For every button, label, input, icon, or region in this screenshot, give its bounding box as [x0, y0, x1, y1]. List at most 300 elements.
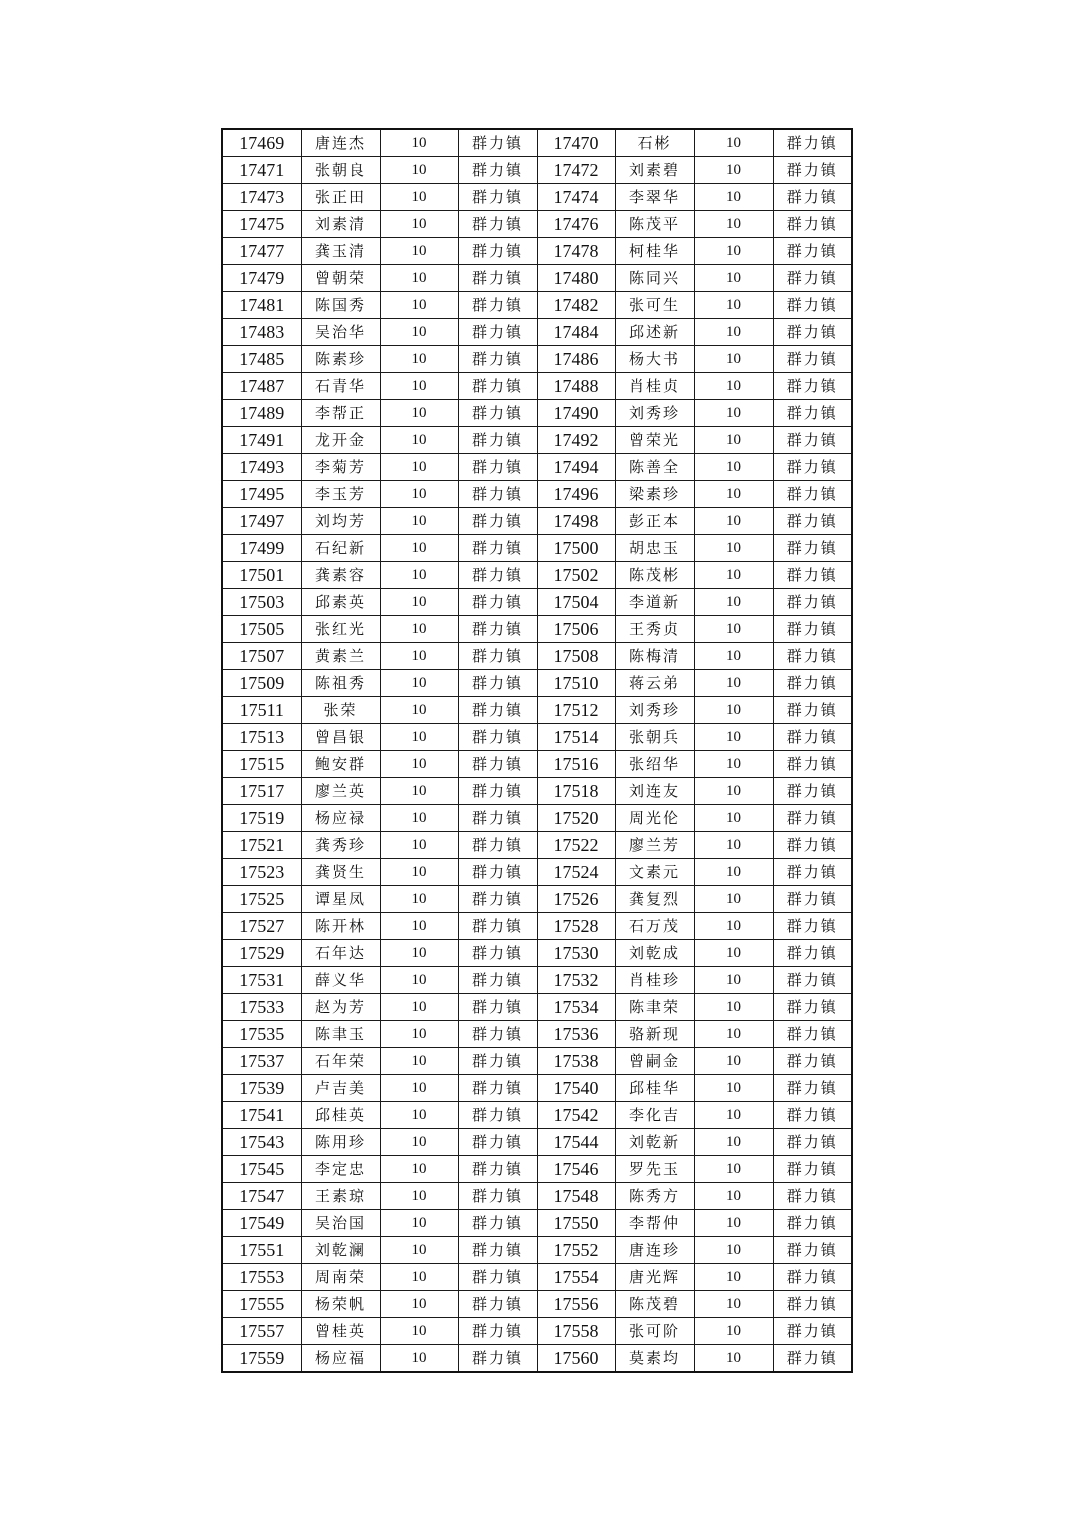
points-value: 10: [694, 1021, 773, 1048]
table-row: [222, 1021, 852, 1048]
person-name: 刘秀珍: [615, 400, 694, 427]
points-value: 10: [694, 967, 773, 994]
points-value: 10: [380, 1264, 458, 1291]
town-name: 群力镇: [773, 1237, 852, 1264]
town-name: 群力镇: [458, 373, 537, 400]
person-name: 李道新: [615, 589, 694, 616]
record-id: 17480: [537, 265, 615, 292]
record-id: 17486: [537, 346, 615, 373]
record-id: 17546: [537, 1156, 615, 1183]
town-name: 群力镇: [458, 697, 537, 724]
town-name: 群力镇: [773, 346, 852, 373]
town-name: 群力镇: [458, 778, 537, 805]
record-id: 17509: [222, 670, 301, 697]
table-row: [222, 832, 852, 859]
record-id: 17493: [222, 454, 301, 481]
points-value: 10: [694, 1075, 773, 1102]
record-id: 17512: [537, 697, 615, 724]
table-row: [222, 616, 852, 643]
town-name: 群力镇: [458, 508, 537, 535]
points-value: 10: [380, 1129, 458, 1156]
town-name: 群力镇: [773, 589, 852, 616]
record-id: 17496: [537, 481, 615, 508]
table-row: [222, 643, 852, 670]
points-value: 10: [694, 1210, 773, 1237]
record-id: 17476: [537, 211, 615, 238]
points-value: 10: [694, 1264, 773, 1291]
person-name: 曾昌银: [301, 724, 380, 751]
table-row: [222, 778, 852, 805]
points-value: 10: [380, 129, 458, 157]
record-id: 17482: [537, 292, 615, 319]
points-value: 10: [380, 697, 458, 724]
record-id: 17471: [222, 157, 301, 184]
person-name: 卢吉美: [301, 1075, 380, 1102]
town-name: 群力镇: [458, 346, 537, 373]
town-name: 群力镇: [773, 697, 852, 724]
record-id: 17504: [537, 589, 615, 616]
town-name: 群力镇: [773, 1102, 852, 1129]
person-name: 杨荣帆: [301, 1291, 380, 1318]
town-name: 群力镇: [458, 1129, 537, 1156]
person-name: 陈同兴: [615, 265, 694, 292]
town-name: 群力镇: [458, 751, 537, 778]
points-value: 10: [380, 400, 458, 427]
person-name: 廖兰芳: [615, 832, 694, 859]
record-id: 17475: [222, 211, 301, 238]
person-name: 杨应福: [301, 1345, 380, 1373]
town-name: 群力镇: [458, 292, 537, 319]
record-id: 17534: [537, 994, 615, 1021]
record-id: 17545: [222, 1156, 301, 1183]
points-value: 10: [380, 508, 458, 535]
town-name: 群力镇: [458, 832, 537, 859]
record-id: 17526: [537, 886, 615, 913]
record-id: 17540: [537, 1075, 615, 1102]
table-row: [222, 508, 852, 535]
table-row: [222, 1129, 852, 1156]
town-name: 群力镇: [773, 292, 852, 319]
record-id: 17536: [537, 1021, 615, 1048]
record-id: 17527: [222, 913, 301, 940]
record-id: 17497: [222, 508, 301, 535]
points-value: 10: [694, 670, 773, 697]
person-name: 石年荣: [301, 1048, 380, 1075]
person-name: 龚复烈: [615, 886, 694, 913]
town-name: 群力镇: [458, 562, 537, 589]
points-value: 10: [694, 129, 773, 157]
person-name: 刘乾澜: [301, 1237, 380, 1264]
table-row: [222, 346, 852, 373]
record-id: 17541: [222, 1102, 301, 1129]
person-name: 文素元: [615, 859, 694, 886]
town-name: 群力镇: [773, 724, 852, 751]
points-value: 10: [380, 913, 458, 940]
points-value: 10: [380, 238, 458, 265]
person-name: 张可生: [615, 292, 694, 319]
record-id: 17532: [537, 967, 615, 994]
town-name: 群力镇: [458, 724, 537, 751]
points-value: 10: [380, 1183, 458, 1210]
person-name: 周光伦: [615, 805, 694, 832]
town-name: 群力镇: [458, 1291, 537, 1318]
person-name: 王秀贞: [615, 616, 694, 643]
points-value: 10: [694, 211, 773, 238]
record-id: 17472: [537, 157, 615, 184]
person-name: 李帮仲: [615, 1210, 694, 1237]
town-name: 群力镇: [773, 913, 852, 940]
town-name: 群力镇: [773, 751, 852, 778]
table-row: [222, 1210, 852, 1237]
table-row: [222, 1183, 852, 1210]
person-name: 张正田: [301, 184, 380, 211]
person-name: 胡忠玉: [615, 535, 694, 562]
person-name: 龚秀珍: [301, 832, 380, 859]
person-name: 刘素碧: [615, 157, 694, 184]
record-id: 17507: [222, 643, 301, 670]
record-id: 17517: [222, 778, 301, 805]
town-name: 群力镇: [773, 1264, 852, 1291]
points-value: 10: [694, 427, 773, 454]
points-value: 10: [380, 1237, 458, 1264]
person-name: 邱述新: [615, 319, 694, 346]
record-id: 17529: [222, 940, 301, 967]
person-name: 李定忠: [301, 1156, 380, 1183]
record-id: 17557: [222, 1318, 301, 1345]
town-name: 群力镇: [773, 535, 852, 562]
points-value: 10: [694, 1183, 773, 1210]
record-id: 17489: [222, 400, 301, 427]
town-name: 群力镇: [773, 373, 852, 400]
town-name: 群力镇: [458, 1156, 537, 1183]
record-id: 17485: [222, 346, 301, 373]
person-name: 邱桂华: [615, 1075, 694, 1102]
person-name: 陈国秀: [301, 292, 380, 319]
person-name: 张红光: [301, 616, 380, 643]
points-value: 10: [380, 1291, 458, 1318]
points-value: 10: [380, 454, 458, 481]
record-id: 17508: [537, 643, 615, 670]
record-id: 17519: [222, 805, 301, 832]
town-name: 群力镇: [458, 157, 537, 184]
points-value: 10: [380, 616, 458, 643]
person-name: 吴治华: [301, 319, 380, 346]
person-name: 黄素兰: [301, 643, 380, 670]
points-value: 10: [694, 535, 773, 562]
table-row: [222, 157, 852, 184]
town-name: 群力镇: [458, 1318, 537, 1345]
record-id: 17520: [537, 805, 615, 832]
town-name: 群力镇: [773, 1291, 852, 1318]
person-name: 石万茂: [615, 913, 694, 940]
record-id: 17483: [222, 319, 301, 346]
points-value: 10: [380, 535, 458, 562]
record-id: 17521: [222, 832, 301, 859]
points-value: 10: [380, 427, 458, 454]
town-name: 群力镇: [458, 805, 537, 832]
record-id: 17523: [222, 859, 301, 886]
town-name: 群力镇: [773, 940, 852, 967]
table-row: [222, 940, 852, 967]
person-name: 刘连友: [615, 778, 694, 805]
points-value: 10: [694, 238, 773, 265]
table-row: [222, 1345, 852, 1373]
person-name: 杨大书: [615, 346, 694, 373]
town-name: 群力镇: [458, 670, 537, 697]
record-id: 17550: [537, 1210, 615, 1237]
table-row: [222, 805, 852, 832]
town-name: 群力镇: [773, 1183, 852, 1210]
record-id: 17539: [222, 1075, 301, 1102]
record-id: 17502: [537, 562, 615, 589]
points-value: 10: [380, 724, 458, 751]
points-value: 10: [380, 670, 458, 697]
roster-body: [222, 129, 852, 1372]
points-value: 10: [380, 346, 458, 373]
person-name: 彭正本: [615, 508, 694, 535]
points-value: 10: [694, 1048, 773, 1075]
table-row: [222, 994, 852, 1021]
town-name: 群力镇: [773, 427, 852, 454]
person-name: 李帮正: [301, 400, 380, 427]
town-name: 群力镇: [773, 1210, 852, 1237]
points-value: 10: [694, 346, 773, 373]
points-value: 10: [380, 481, 458, 508]
record-id: 17506: [537, 616, 615, 643]
points-value: 10: [694, 265, 773, 292]
person-name: 龚玉清: [301, 238, 380, 265]
town-name: 群力镇: [773, 859, 852, 886]
points-value: 10: [380, 1345, 458, 1373]
points-value: 10: [694, 400, 773, 427]
points-value: 10: [380, 1102, 458, 1129]
points-value: 10: [380, 1318, 458, 1345]
town-name: 群力镇: [773, 400, 852, 427]
person-name: 廖兰英: [301, 778, 380, 805]
town-name: 群力镇: [773, 886, 852, 913]
person-name: 李玉芳: [301, 481, 380, 508]
points-value: 10: [380, 832, 458, 859]
record-id: 17530: [537, 940, 615, 967]
person-name: 梁素珍: [615, 481, 694, 508]
town-name: 群力镇: [458, 238, 537, 265]
record-id: 17470: [537, 129, 615, 157]
table-row: [222, 589, 852, 616]
points-value: 10: [694, 616, 773, 643]
town-name: 群力镇: [458, 535, 537, 562]
points-value: 10: [380, 994, 458, 1021]
town-name: 群力镇: [773, 481, 852, 508]
person-name: 石青华: [301, 373, 380, 400]
record-id: 17479: [222, 265, 301, 292]
person-name: 陈茂碧: [615, 1291, 694, 1318]
person-name: 邱素英: [301, 589, 380, 616]
points-value: 10: [380, 1156, 458, 1183]
points-value: 10: [694, 724, 773, 751]
record-id: 17544: [537, 1129, 615, 1156]
person-name: 龚贤生: [301, 859, 380, 886]
record-id: 17537: [222, 1048, 301, 1075]
town-name: 群力镇: [458, 129, 537, 157]
points-value: 10: [694, 697, 773, 724]
town-name: 群力镇: [773, 1021, 852, 1048]
points-value: 10: [694, 994, 773, 1021]
person-name: 石年达: [301, 940, 380, 967]
table-row: [222, 292, 852, 319]
town-name: 群力镇: [773, 454, 852, 481]
town-name: 群力镇: [773, 1345, 852, 1373]
record-id: 17511: [222, 697, 301, 724]
record-id: 17469: [222, 129, 301, 157]
town-name: 群力镇: [773, 1156, 852, 1183]
town-name: 群力镇: [773, 184, 852, 211]
record-id: 17554: [537, 1264, 615, 1291]
person-name: 王素琼: [301, 1183, 380, 1210]
town-name: 群力镇: [773, 211, 852, 238]
town-name: 群力镇: [773, 265, 852, 292]
table-row: [222, 265, 852, 292]
person-name: 肖桂珍: [615, 967, 694, 994]
town-name: 群力镇: [458, 1210, 537, 1237]
points-value: 10: [694, 751, 773, 778]
table-row: [222, 724, 852, 751]
person-name: 柯桂华: [615, 238, 694, 265]
record-id: 17473: [222, 184, 301, 211]
table-row: [222, 1237, 852, 1264]
person-name: 刘素清: [301, 211, 380, 238]
town-name: 群力镇: [773, 319, 852, 346]
record-id: 17555: [222, 1291, 301, 1318]
record-id: 17510: [537, 670, 615, 697]
record-id: 17495: [222, 481, 301, 508]
table-row: [222, 670, 852, 697]
record-id: 17499: [222, 535, 301, 562]
table-row: [222, 1264, 852, 1291]
town-name: 群力镇: [773, 805, 852, 832]
points-value: 10: [380, 643, 458, 670]
town-name: 群力镇: [773, 832, 852, 859]
points-value: 10: [694, 643, 773, 670]
town-name: 群力镇: [773, 508, 852, 535]
person-name: 陈茂平: [615, 211, 694, 238]
record-id: 17488: [537, 373, 615, 400]
points-value: 10: [380, 211, 458, 238]
person-name: 邱桂英: [301, 1102, 380, 1129]
person-name: 骆新现: [615, 1021, 694, 1048]
person-name: 石彬: [615, 129, 694, 157]
person-name: 刘均芳: [301, 508, 380, 535]
points-value: 10: [380, 940, 458, 967]
record-id: 17533: [222, 994, 301, 1021]
record-id: 17543: [222, 1129, 301, 1156]
town-name: 群力镇: [773, 157, 852, 184]
table-row: [222, 400, 852, 427]
town-name: 群力镇: [458, 1075, 537, 1102]
town-name: 群力镇: [458, 589, 537, 616]
person-name: 杨应禄: [301, 805, 380, 832]
person-name: 罗先玉: [615, 1156, 694, 1183]
person-name: 陈聿荣: [615, 994, 694, 1021]
record-id: 17538: [537, 1048, 615, 1075]
points-value: 10: [380, 967, 458, 994]
roster-sheet: [221, 128, 851, 1373]
town-name: 群力镇: [773, 1075, 852, 1102]
person-name: 陈聿玉: [301, 1021, 380, 1048]
record-id: 17558: [537, 1318, 615, 1345]
town-name: 群力镇: [458, 1264, 537, 1291]
town-name: 群力镇: [773, 670, 852, 697]
record-id: 17500: [537, 535, 615, 562]
table-row: [222, 751, 852, 778]
person-name: 陈素珍: [301, 346, 380, 373]
table-row: [222, 697, 852, 724]
points-value: 10: [694, 1345, 773, 1373]
record-id: 17549: [222, 1210, 301, 1237]
record-id: 17518: [537, 778, 615, 805]
points-value: 10: [694, 778, 773, 805]
points-value: 10: [380, 805, 458, 832]
town-name: 群力镇: [458, 940, 537, 967]
person-name: 曾朝荣: [301, 265, 380, 292]
person-name: 陈秀方: [615, 1183, 694, 1210]
town-name: 群力镇: [458, 1048, 537, 1075]
town-name: 群力镇: [773, 129, 852, 157]
table-row: [222, 427, 852, 454]
points-value: 10: [694, 589, 773, 616]
points-value: 10: [380, 1210, 458, 1237]
person-name: 李翠华: [615, 184, 694, 211]
person-name: 曾嗣金: [615, 1048, 694, 1075]
points-value: 10: [380, 157, 458, 184]
table-row: [222, 1048, 852, 1075]
town-name: 群力镇: [773, 778, 852, 805]
town-name: 群力镇: [458, 265, 537, 292]
person-name: 唐连杰: [301, 129, 380, 157]
person-name: 陈善全: [615, 454, 694, 481]
points-value: 10: [694, 454, 773, 481]
points-value: 10: [694, 1318, 773, 1345]
town-name: 群力镇: [458, 967, 537, 994]
record-id: 17505: [222, 616, 301, 643]
record-id: 17551: [222, 1237, 301, 1264]
record-id: 17542: [537, 1102, 615, 1129]
record-id: 17481: [222, 292, 301, 319]
record-id: 17531: [222, 967, 301, 994]
table-row: [222, 1156, 852, 1183]
town-name: 群力镇: [458, 913, 537, 940]
record-id: 17490: [537, 400, 615, 427]
person-name: 李化吉: [615, 1102, 694, 1129]
points-value: 10: [380, 589, 458, 616]
points-value: 10: [694, 1291, 773, 1318]
points-value: 10: [380, 319, 458, 346]
town-name: 群力镇: [458, 1345, 537, 1373]
record-id: 17487: [222, 373, 301, 400]
record-id: 17547: [222, 1183, 301, 1210]
table-row: [222, 1291, 852, 1318]
points-value: 10: [694, 157, 773, 184]
points-value: 10: [694, 940, 773, 967]
record-id: 17514: [537, 724, 615, 751]
record-id: 17478: [537, 238, 615, 265]
points-value: 10: [694, 508, 773, 535]
points-value: 10: [694, 859, 773, 886]
record-id: 17484: [537, 319, 615, 346]
person-name: 陈开林: [301, 913, 380, 940]
person-name: 陈祖秀: [301, 670, 380, 697]
person-name: 周南荣: [301, 1264, 380, 1291]
points-value: 10: [694, 913, 773, 940]
